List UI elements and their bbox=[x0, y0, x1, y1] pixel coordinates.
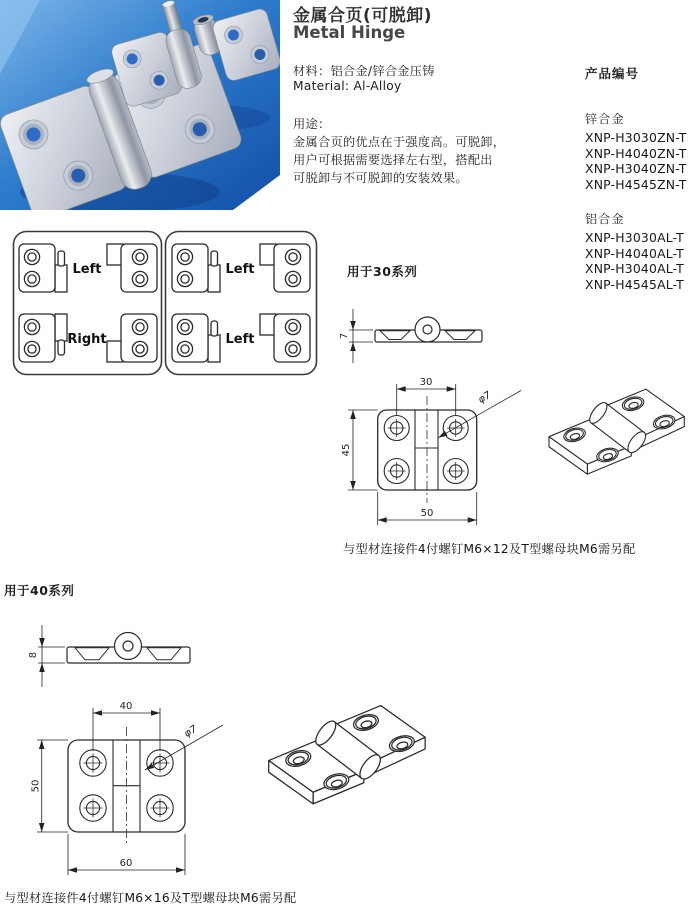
dim-thickness: 7 bbox=[339, 332, 350, 340]
product-code: XNP-H3040AL-T bbox=[585, 261, 684, 276]
dimension-7 bbox=[349, 309, 373, 363]
product-code: XNP-H4545ZN-T bbox=[585, 176, 687, 192]
material-en: Material: Al-Alloy bbox=[293, 79, 402, 93]
dim-hole-dia: φ7 bbox=[476, 389, 494, 406]
series30-heading: 用于30系列 bbox=[347, 264, 418, 279]
series40-note: 与型材连接件4付螺钉M6×16及T型螺母块M6需另配 bbox=[4, 891, 297, 905]
isometric-hinge-drawing bbox=[549, 389, 684, 474]
usage-line: 用户可根据需要选择左右型，搭配出 bbox=[293, 153, 493, 167]
dim-hole-spacing: 40 bbox=[119, 701, 133, 712]
product-code: XNP-H3030ZN-T bbox=[585, 130, 687, 145]
pair-label: Left bbox=[225, 332, 255, 347]
zinc-alloy-label: 锌合金 bbox=[585, 112, 625, 126]
usage-line: 金属合页的优点在于强度高。可脱卸， bbox=[293, 135, 506, 149]
pair-label: Right bbox=[67, 332, 107, 347]
dimension-8 bbox=[38, 625, 65, 687]
usage-line: 可脱卸与不可脱卸的安装效果。 bbox=[293, 171, 468, 185]
series30-front-view bbox=[333, 368, 528, 544]
alu-alloy-label: 铝合金 bbox=[585, 212, 625, 226]
page-subtitle: Metal Hinge bbox=[293, 23, 406, 42]
dim-width: 60 bbox=[119, 858, 133, 869]
dim-width: 50 bbox=[420, 508, 434, 519]
usage-label: 用途： bbox=[293, 117, 331, 131]
series30-note: 与型材连接件4付螺钉M6×12及T型螺母块M6需另配 bbox=[343, 542, 636, 556]
isometric-hinge-drawing bbox=[269, 706, 425, 804]
series40-isometric bbox=[256, 695, 441, 847]
alu-code-list bbox=[585, 230, 684, 292]
product-code: XNP-H3030AL-T bbox=[585, 230, 684, 245]
page-title: 金属合页(可脱卸) bbox=[293, 6, 433, 26]
zinc-code-list bbox=[585, 130, 687, 192]
holes bbox=[384, 416, 468, 484]
product-code: XNP-H4545AL-T bbox=[585, 276, 684, 292]
dim-hole-dia: φ7 bbox=[182, 723, 200, 740]
product-code: XNP-H4040ZN-T bbox=[585, 145, 687, 161]
dim-thickness: 8 bbox=[28, 651, 39, 659]
pair-label: Left bbox=[225, 262, 255, 277]
dimension-lines bbox=[348, 384, 521, 525]
material-cn: 材料：铝合金/锌合金压铸 bbox=[293, 64, 435, 78]
product-code: XNP-H4040AL-T bbox=[585, 245, 684, 261]
series40-heading: 用于40系列 bbox=[4, 583, 75, 598]
orientation-diagram bbox=[12, 230, 318, 380]
series30-side-view bbox=[335, 295, 500, 379]
product-photo bbox=[0, 0, 280, 210]
product-code: XNP-H3040ZN-T bbox=[585, 161, 687, 176]
dim-height: 50 bbox=[30, 779, 42, 793]
usage-text bbox=[293, 133, 505, 187]
series40-front-view bbox=[28, 693, 258, 892]
series30-isometric bbox=[538, 380, 698, 512]
series40-side-view bbox=[8, 615, 208, 701]
product-photo-illustration bbox=[0, 0, 280, 210]
dim-hole-spacing: 30 bbox=[419, 377, 433, 388]
product-codes-heading: 产品编号 bbox=[585, 66, 640, 81]
dim-height: 45 bbox=[341, 443, 352, 457]
pair-label: Left bbox=[72, 262, 102, 277]
